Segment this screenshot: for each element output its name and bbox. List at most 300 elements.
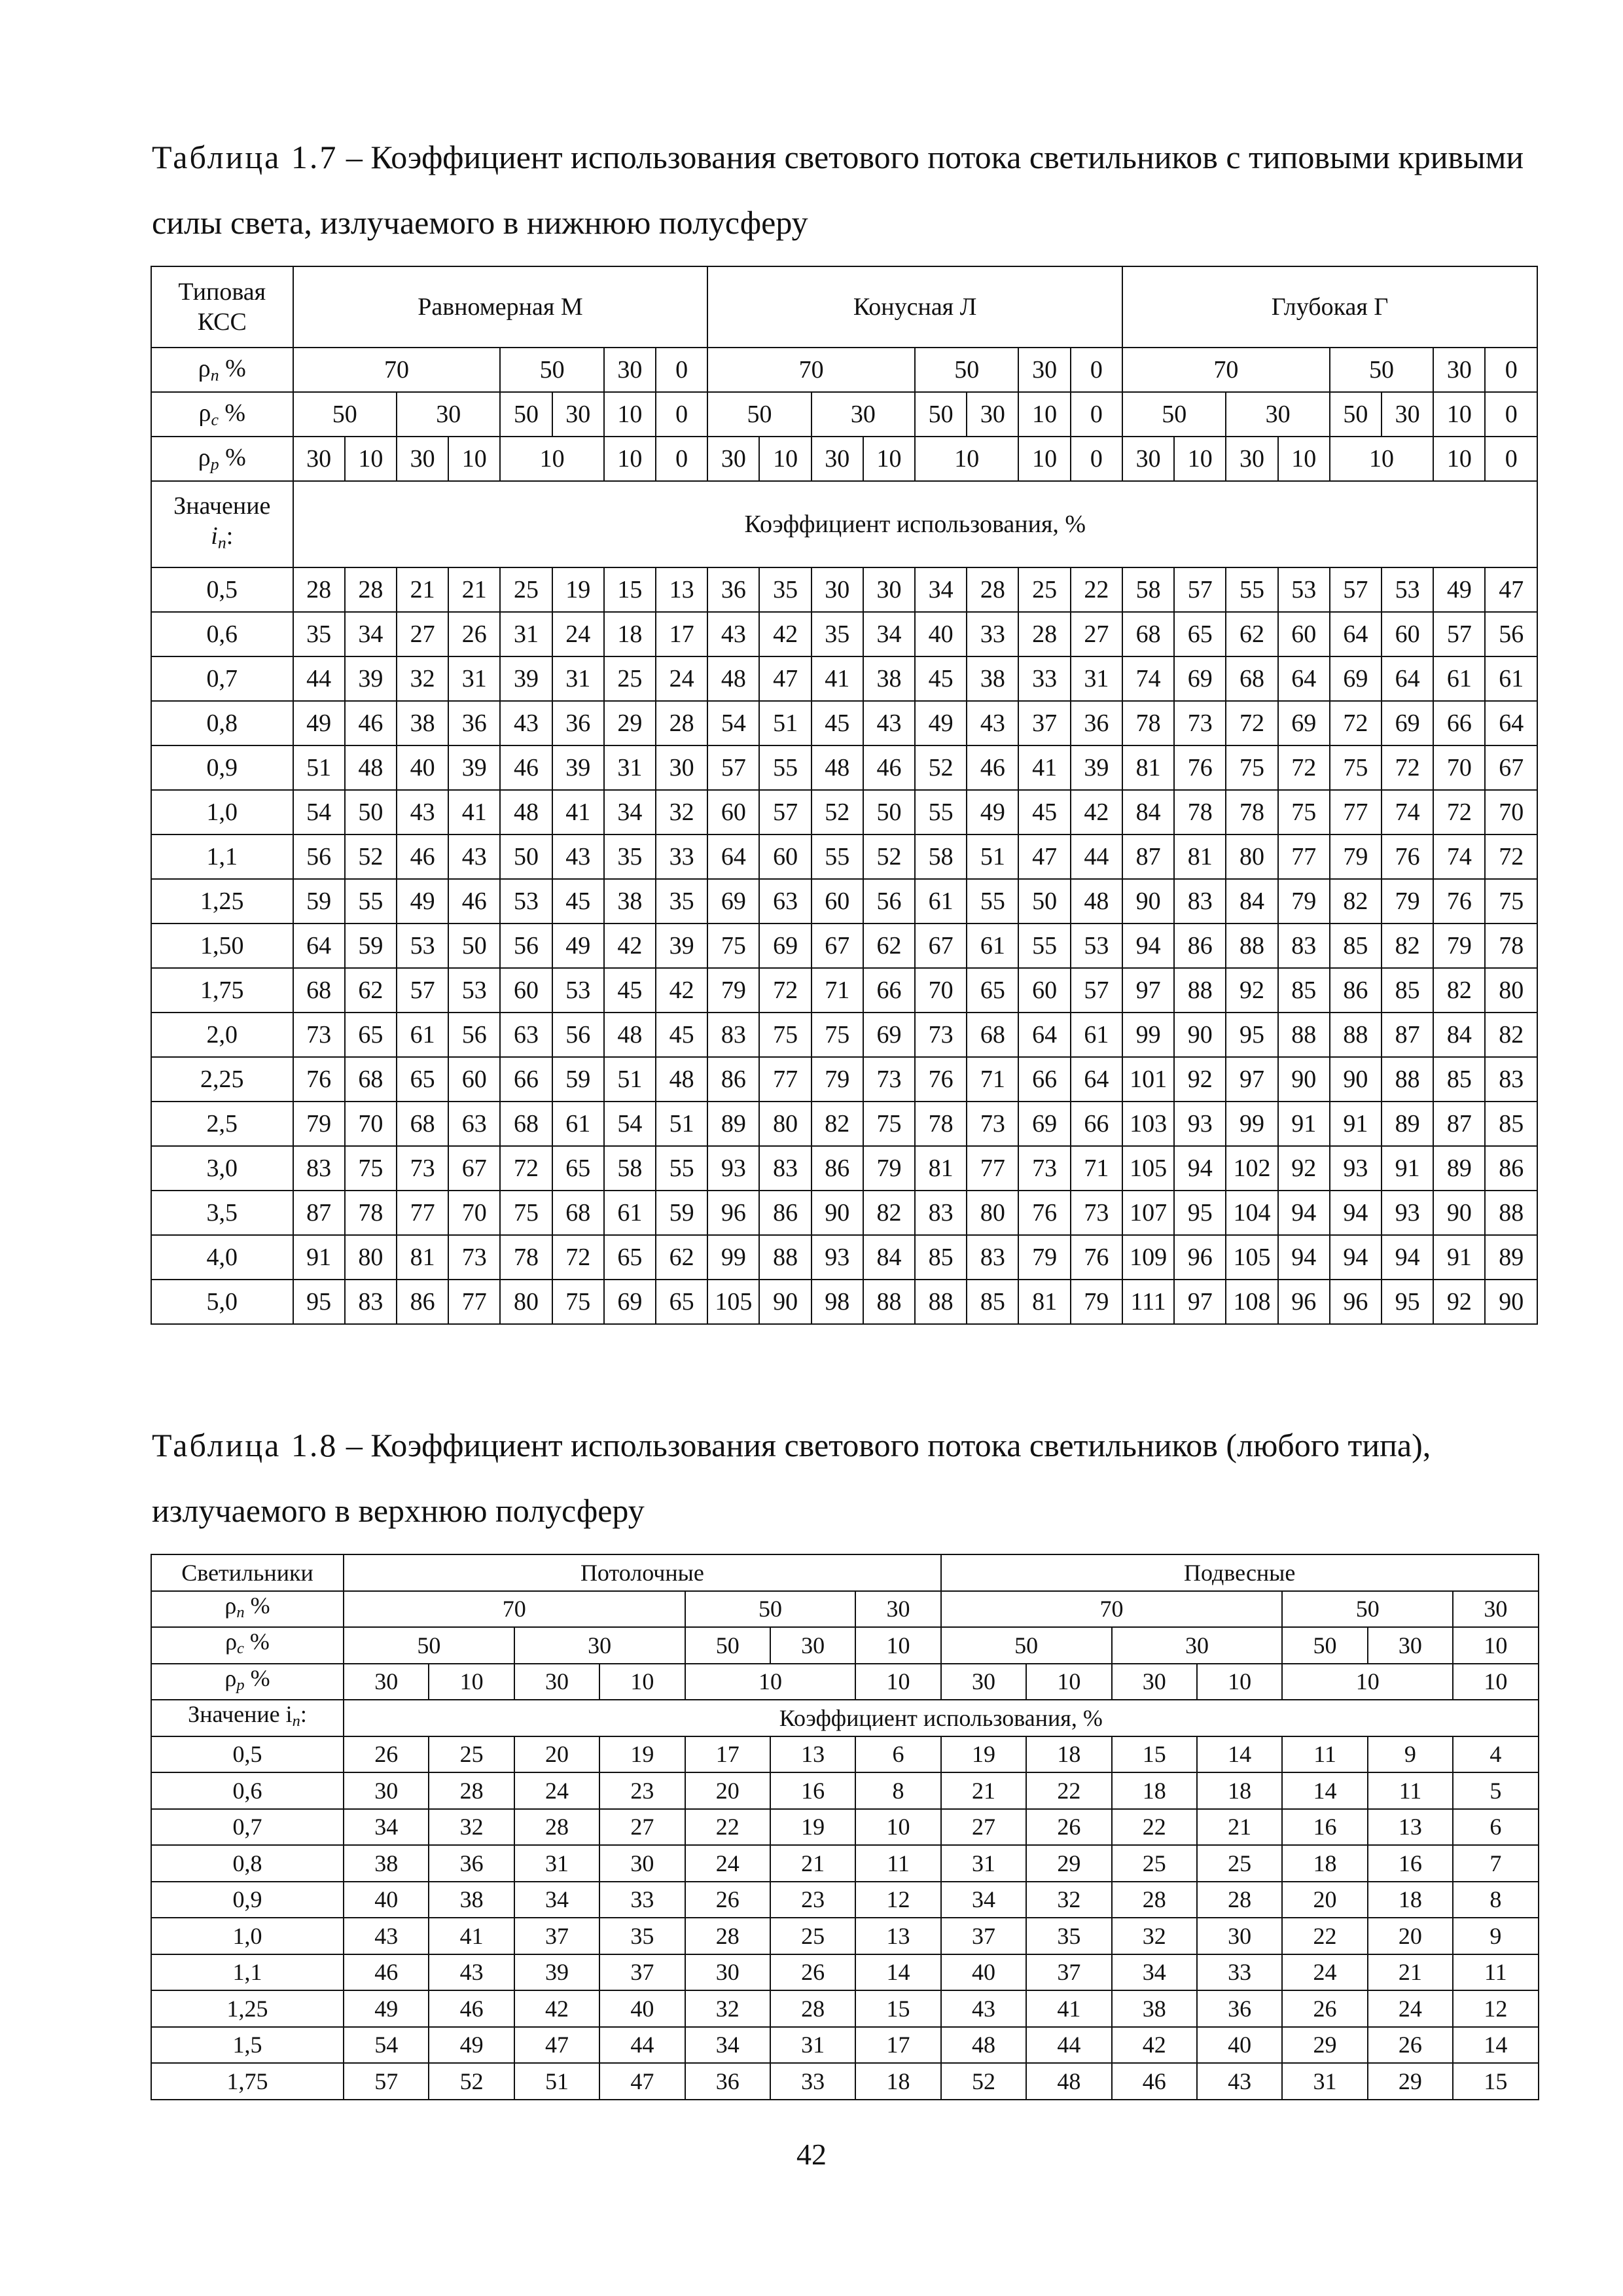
coefficient-cell: 46 <box>448 879 500 924</box>
coefficient-cell: 41 <box>1018 745 1070 790</box>
coefficient-cell: 67 <box>915 924 967 968</box>
coefficient-cell: 63 <box>448 1102 500 1146</box>
coefficient-cell: 81 <box>1018 1280 1070 1324</box>
coefficient-cell: 42 <box>1112 2027 1197 2064</box>
coefficient-cell: 38 <box>344 1845 429 1882</box>
coefficient-cell: 33 <box>656 834 707 879</box>
rho-p-value: 30 <box>941 1664 1026 1700</box>
coefficient-cell: 57 <box>707 745 759 790</box>
coefficient-cell: 87 <box>1433 1102 1485 1146</box>
coefficient-cell: 88 <box>1174 968 1226 1013</box>
coefficient-cell: 91 <box>1433 1235 1485 1280</box>
group-header-deep: Глубокая Г <box>1122 266 1537 348</box>
coefficient-cell: 28 <box>1112 1882 1197 1918</box>
rho-c-value: 50 <box>344 1627 514 1664</box>
room-index-cell: 1,1 <box>151 1954 344 1991</box>
table-1-8-header-row <box>151 1554 1539 1591</box>
coefficient-cell: 89 <box>707 1102 759 1146</box>
coefficient-cell: 75 <box>500 1191 552 1235</box>
coefficient-cell: 86 <box>1485 1146 1537 1191</box>
rho-c-label: $\rho_c$ % <box>151 1627 344 1664</box>
coefficient-cell: 69 <box>1018 1102 1070 1146</box>
coefficient-cell: 34 <box>941 1882 1026 1918</box>
coefficient-cell: 82 <box>1330 879 1382 924</box>
coefficient-cell: 77 <box>967 1146 1018 1191</box>
coefficient-cell: 82 <box>1433 968 1485 1013</box>
coefficient-cell: 68 <box>345 1057 397 1102</box>
coefficient-cell: 54 <box>604 1102 656 1146</box>
rho-c-value: 50 <box>1122 392 1226 437</box>
coefficient-cell: 90 <box>1122 879 1174 924</box>
coefficient-cell: 55 <box>759 745 811 790</box>
table-1-7-data-row <box>151 1013 1537 1057</box>
coefficient-cell: 32 <box>1026 1882 1111 1918</box>
coefficient-cell: 44 <box>293 656 345 701</box>
coefficient-cell: 69 <box>604 1280 656 1324</box>
coefficient-cell: 26 <box>685 1882 770 1918</box>
coefficient-cell: 40 <box>344 1882 429 1918</box>
coefficient-cell: 24 <box>552 612 604 656</box>
coefficient-cell: 47 <box>1485 567 1537 612</box>
coefficient-cell: 83 <box>1174 879 1226 924</box>
coefficient-cell: 39 <box>1071 745 1122 790</box>
coefficient-cell: 53 <box>1278 567 1330 612</box>
coefficient-cell: 79 <box>812 1057 863 1102</box>
coefficient-cell: 80 <box>1485 968 1537 1013</box>
rho-c-value: 50 <box>707 392 811 437</box>
rho-p-value: 10 <box>1453 1664 1538 1700</box>
coefficient-cell: 46 <box>345 701 397 745</box>
coefficient-cell: 75 <box>759 1013 811 1057</box>
coefficient-cell: 31 <box>604 745 656 790</box>
coefficient-cell: 51 <box>967 834 1018 879</box>
coefficient-cell: 43 <box>863 701 915 745</box>
coefficient-cell: 51 <box>604 1057 656 1102</box>
coefficient-cell: 39 <box>448 745 500 790</box>
rho-c-value: 30 <box>397 392 500 437</box>
coefficient-cell: 19 <box>552 567 604 612</box>
coefficient-cell: 51 <box>759 701 811 745</box>
coefficient-cell: 90 <box>1174 1013 1226 1057</box>
coefficient-cell: 61 <box>915 879 967 924</box>
coefficient-cell: 34 <box>345 612 397 656</box>
coefficient-cell: 11 <box>1368 1772 1453 1809</box>
coefficient-cell: 79 <box>707 968 759 1013</box>
coefficient-cell: 32 <box>429 1809 514 1846</box>
coefficient-cell: 22 <box>1026 1772 1111 1809</box>
coefficient-cell: 55 <box>812 834 863 879</box>
coefficient-cell: 39 <box>514 1954 599 1991</box>
coefficient-cell: 96 <box>707 1191 759 1235</box>
coefficient-cell: 76 <box>1433 879 1485 924</box>
rho-n-value: 70 <box>1122 348 1330 392</box>
coefficient-cell: 48 <box>656 1057 707 1102</box>
coefficient-cell: 31 <box>514 1845 599 1882</box>
coefficient-cell: 44 <box>599 2027 685 2064</box>
rho-c-value: 50 <box>685 1627 770 1664</box>
coefficient-cell: 36 <box>1197 1990 1282 2027</box>
coefficient-cell: 77 <box>448 1280 500 1324</box>
coefficient-cell: 28 <box>770 1990 855 2027</box>
coefficient-cell: 36 <box>429 1845 514 1882</box>
coefficient-cell: 73 <box>863 1057 915 1102</box>
table-1-7-data-row <box>151 1057 1537 1102</box>
coefficient-cell: 97 <box>1226 1057 1277 1102</box>
room-index-cell: 1,0 <box>151 1918 344 1954</box>
coefficient-cell: 81 <box>397 1235 448 1280</box>
coefficient-cell: 59 <box>293 879 345 924</box>
coefficient-cell: 31 <box>448 656 500 701</box>
coefficient-cell: 47 <box>1018 834 1070 879</box>
coefficient-cell: 38 <box>397 701 448 745</box>
coefficient-cell: 74 <box>1382 790 1433 834</box>
coefficient-cell: 75 <box>1226 745 1277 790</box>
coefficient-cell: 38 <box>1112 1990 1197 2027</box>
coefficient-cell: 18 <box>855 2063 940 2100</box>
coefficient-cell: 70 <box>1485 790 1537 834</box>
coefficient-cell: 56 <box>500 924 552 968</box>
coefficient-cell: 73 <box>1174 701 1226 745</box>
rho-c-value: 50 <box>1330 392 1382 437</box>
coefficient-cell: 71 <box>812 968 863 1013</box>
table-1-8-data-row <box>151 2063 1539 2100</box>
coefficient-cell: 77 <box>1278 834 1330 879</box>
coefficient-cell: 30 <box>1197 1918 1282 1954</box>
coefficient-cell: 30 <box>863 567 915 612</box>
coefficient-cell: 31 <box>1071 656 1122 701</box>
coefficient-cell: 96 <box>1174 1235 1226 1280</box>
coefficient-cell: 45 <box>1018 790 1070 834</box>
coefficient-cell: 38 <box>604 879 656 924</box>
coefficient-cell: 21 <box>770 1845 855 1882</box>
coefficient-cell: 14 <box>1453 2027 1538 2064</box>
coefficient-cell: 50 <box>500 834 552 879</box>
coefficient-cell: 6 <box>855 1736 940 1773</box>
rho-c-value: 50 <box>941 1627 1112 1664</box>
rho-p-value: 30 <box>514 1664 599 1700</box>
coefficient-cell: 69 <box>863 1013 915 1057</box>
table-1-7-data-row <box>151 1191 1537 1235</box>
room-index-cell: 2,25 <box>151 1057 293 1102</box>
coefficient-cell: 83 <box>707 1013 759 1057</box>
coefficient-cell: 56 <box>552 1013 604 1057</box>
coefficient-cell: 63 <box>500 1013 552 1057</box>
coefficient-cell: 105 <box>1122 1146 1174 1191</box>
table-1-8-data-row <box>151 1772 1539 1809</box>
coefficient-cell: 28 <box>1197 1882 1282 1918</box>
rho-p-value: 10 <box>759 437 811 481</box>
coefficient-cell: 83 <box>293 1146 345 1191</box>
coefficient-cell: 24 <box>1368 1990 1453 2027</box>
coefficient-cell: 78 <box>1122 701 1174 745</box>
coefficient-cell: 68 <box>967 1013 1018 1057</box>
coefficient-cell: 28 <box>1018 612 1070 656</box>
coefficient-cell: 46 <box>967 745 1018 790</box>
coefficient-cell: 97 <box>1174 1280 1226 1324</box>
coefficient-cell: 56 <box>293 834 345 879</box>
coefficient-cell: 19 <box>599 1736 685 1773</box>
coefficient-cell: 34 <box>514 1882 599 1918</box>
coefficient-cell: 56 <box>863 879 915 924</box>
rho-c-value: 50 <box>293 392 397 437</box>
coefficient-cell: 107 <box>1122 1191 1174 1235</box>
coefficient-cell: 11 <box>1453 1954 1538 1991</box>
coefficient-cell: 28 <box>514 1809 599 1846</box>
table-1-8-rho-p-row <box>151 1664 1539 1700</box>
rho-p-value: 30 <box>344 1664 429 1700</box>
coefficient-cell: 95 <box>1226 1013 1277 1057</box>
coefficient-cell: 75 <box>1485 879 1537 924</box>
coefficient-cell: 60 <box>812 879 863 924</box>
table-1-7-data-row <box>151 612 1537 656</box>
coefficient-cell: 73 <box>397 1146 448 1191</box>
coefficient-cell: 28 <box>429 1772 514 1809</box>
coefficient-cell: 29 <box>1368 2063 1453 2100</box>
table-1-7-data-row <box>151 924 1537 968</box>
header-ksс-cell: Типовая КСС <box>151 266 293 348</box>
coefficient-cell: 45 <box>552 879 604 924</box>
coefficient-cell: 94 <box>1382 1235 1433 1280</box>
coefficient-cell: 24 <box>685 1845 770 1882</box>
coefficient-cell: 69 <box>1278 701 1330 745</box>
coefficient-cell: 50 <box>345 790 397 834</box>
coefficient-cell: 45 <box>604 968 656 1013</box>
coefficient-cell: 35 <box>759 567 811 612</box>
coefficient-cell: 15 <box>855 1990 940 2027</box>
rho-p-value: 30 <box>397 437 448 481</box>
coefficient-cell: 94 <box>1330 1235 1382 1280</box>
coefficient-cell: 101 <box>1122 1057 1174 1102</box>
coefficient-cell: 81 <box>1174 834 1226 879</box>
coefficient-cell: 91 <box>1382 1146 1433 1191</box>
rho-p-value: 10 <box>1278 437 1330 481</box>
coefficient-cell: 25 <box>1018 567 1070 612</box>
coefficient-cell: 93 <box>812 1235 863 1280</box>
coefficient-cell: 88 <box>1382 1057 1433 1102</box>
rho-p-value: 10 <box>1433 437 1485 481</box>
coefficient-cell: 65 <box>656 1280 707 1324</box>
coefficient-cell: 54 <box>344 2027 429 2064</box>
coefficient-cell: 72 <box>500 1146 552 1191</box>
coefficient-cell: 73 <box>1018 1146 1070 1191</box>
coefficient-cell: 96 <box>1330 1280 1382 1324</box>
rho-p-value: 30 <box>1112 1664 1197 1700</box>
coefficient-cell: 72 <box>1330 701 1382 745</box>
coefficient-cell: 57 <box>1071 968 1122 1013</box>
coefficient-cell: 66 <box>500 1057 552 1102</box>
coefficient-cell: 24 <box>514 1772 599 1809</box>
coefficient-cell: 93 <box>1382 1191 1433 1235</box>
coefficient-cell: 79 <box>1071 1280 1122 1324</box>
coefficient-cell: 25 <box>604 656 656 701</box>
coefficient-cell: 78 <box>1226 790 1277 834</box>
group-header-pendant: Подвесные <box>941 1554 1539 1591</box>
coefficient-cell: 86 <box>1330 968 1382 1013</box>
coefficient-cell: 48 <box>500 790 552 834</box>
coefficient-cell: 80 <box>345 1235 397 1280</box>
coefficient-cell: 108 <box>1226 1280 1277 1324</box>
room-index-cell: 0,9 <box>151 1882 344 1918</box>
coefficient-cell: 80 <box>967 1191 1018 1235</box>
rho-c-value: 50 <box>915 392 967 437</box>
coefficient-cell: 55 <box>345 879 397 924</box>
coefficient-cell: 33 <box>1018 656 1070 701</box>
coefficient-cell: 31 <box>552 656 604 701</box>
coefficient-cell: 64 <box>1382 656 1433 701</box>
coefficient-cell: 92 <box>1433 1280 1485 1324</box>
table-1-7-value-label-row <box>151 481 1537 567</box>
coefficient-cell: 49 <box>915 701 967 745</box>
rho-p-value: 10 <box>500 437 603 481</box>
coefficient-cell: 79 <box>1433 924 1485 968</box>
coefficient-cell: 60 <box>1382 612 1433 656</box>
coefficient-cell: 68 <box>552 1191 604 1235</box>
rho-n-value: 30 <box>1433 348 1485 392</box>
coefficient-cell: 49 <box>552 924 604 968</box>
coefficient-cell: 40 <box>915 612 967 656</box>
coefficient-cell: 34 <box>604 790 656 834</box>
coefficient-cell: 67 <box>812 924 863 968</box>
coefficient-cell: 20 <box>685 1772 770 1809</box>
coefficient-cell: 8 <box>1453 1882 1538 1918</box>
rho-n-value: 70 <box>344 1591 685 1628</box>
coefficient-cell: 43 <box>707 612 759 656</box>
coefficient-cell: 46 <box>429 1990 514 2027</box>
coefficient-cell: 82 <box>812 1102 863 1146</box>
coefficient-cell: 41 <box>429 1918 514 1954</box>
table-1-8-data-row <box>151 1918 1539 1954</box>
room-index-cell: 1,25 <box>151 1990 344 2027</box>
coefficient-cell: 45 <box>812 701 863 745</box>
table-1-7-data-row <box>151 790 1537 834</box>
rho-c-value: 30 <box>552 392 604 437</box>
table-1-7-rho-p-row <box>151 437 1537 481</box>
coefficient-cell: 41 <box>1026 1990 1111 2027</box>
coefficient-cell: 86 <box>707 1057 759 1102</box>
room-index-cell: 0,7 <box>151 656 293 701</box>
value-label-cell: Значение $i_n$: <box>151 1700 344 1736</box>
coefficient-cell: 41 <box>812 656 863 701</box>
coefficient-cell: 60 <box>707 790 759 834</box>
coefficient-cell: 83 <box>1278 924 1330 968</box>
coefficient-cell: 15 <box>604 567 656 612</box>
rho-n-value: 0 <box>1071 348 1122 392</box>
coefficient-cell: 27 <box>397 612 448 656</box>
coefficient-cell: 60 <box>1278 612 1330 656</box>
coefficient-cell: 35 <box>812 612 863 656</box>
coefficient-cell: 52 <box>812 790 863 834</box>
coefficient-cell: 32 <box>656 790 707 834</box>
table-1-8-data-row <box>151 1809 1539 1846</box>
coefficient-cell: 13 <box>1368 1809 1453 1846</box>
coefficient-cell: 64 <box>293 924 345 968</box>
coefficient-cell: 49 <box>344 1990 429 2027</box>
rho-c-value: 30 <box>1112 1627 1283 1664</box>
coefficient-cell: 18 <box>1112 1772 1197 1809</box>
coefficient-cell: 13 <box>770 1736 855 1773</box>
coefficient-cell: 49 <box>429 2027 514 2064</box>
coefficient-cell: 37 <box>941 1918 1026 1954</box>
coefficient-cell: 24 <box>656 656 707 701</box>
coefficient-cell: 52 <box>915 745 967 790</box>
coefficient-cell: 28 <box>345 567 397 612</box>
coefficient-cell: 30 <box>685 1954 770 1991</box>
coefficient-cell: 38 <box>967 656 1018 701</box>
coefficient-cell: 47 <box>514 2027 599 2064</box>
coefficient-cell: 18 <box>1026 1736 1111 1773</box>
coefficient-cell: 33 <box>1197 1954 1282 1991</box>
coefficient-cell: 78 <box>1485 924 1537 968</box>
coefficient-cell: 24 <box>1282 1954 1367 1991</box>
coefficient-cell: 79 <box>293 1102 345 1146</box>
coefficient-cell: 82 <box>863 1191 915 1235</box>
table-1-8-value-label-row <box>151 1700 1539 1736</box>
page-number: 42 <box>796 2138 827 2171</box>
rho-c-value: 10 <box>1453 1627 1538 1664</box>
coefficient-cell: 69 <box>1382 701 1433 745</box>
table-1-7-data-row <box>151 1102 1537 1146</box>
rho-n-value: 50 <box>685 1591 856 1628</box>
table-1-7 <box>151 266 1538 1325</box>
coefficient-cell: 28 <box>967 567 1018 612</box>
coefficient-cell: 83 <box>1485 1057 1537 1102</box>
coefficient-cell: 69 <box>759 924 811 968</box>
coefficient-cell: 64 <box>707 834 759 879</box>
room-index-cell: 4,0 <box>151 1235 293 1280</box>
coefficient-cell: 78 <box>1174 790 1226 834</box>
table-1-7-data-row <box>151 1146 1537 1191</box>
coefficient-cell: 43 <box>941 1990 1026 2027</box>
rho-p-value: 10 <box>863 437 915 481</box>
table-1-7-data-row <box>151 1280 1537 1324</box>
coefficient-cell: 92 <box>1226 968 1277 1013</box>
rho-c-value: 10 <box>855 1627 940 1664</box>
coefficient-cell: 84 <box>1226 879 1277 924</box>
coefficient-cell: 77 <box>397 1191 448 1235</box>
coefficient-cell: 59 <box>552 1057 604 1102</box>
coefficient-cell: 89 <box>1382 1102 1433 1146</box>
coefficient-cell: 66 <box>1433 701 1485 745</box>
rho-p-value: 10 <box>915 437 1018 481</box>
coefficient-cell: 29 <box>1282 2027 1367 2064</box>
coefficient-cell: 90 <box>1330 1057 1382 1102</box>
coefficient-cell: 46 <box>500 745 552 790</box>
table-1-7-data-row <box>151 1235 1537 1280</box>
coefficient-cell: 81 <box>915 1146 967 1191</box>
coefficient-cell: 27 <box>599 1809 685 1846</box>
coefficient-cell: 72 <box>759 968 811 1013</box>
coefficient-cell: 64 <box>1330 612 1382 656</box>
coefficient-cell: 37 <box>599 1954 685 1991</box>
coefficient-cell: 23 <box>770 1882 855 1918</box>
room-index-cell: 5,0 <box>151 1280 293 1324</box>
coefficient-cell: 79 <box>1382 879 1433 924</box>
coefficient-cell: 35 <box>604 834 656 879</box>
coefficient-cell: 25 <box>1112 1845 1197 1882</box>
coefficient-cell: 22 <box>1112 1809 1197 1846</box>
coefficient-cell: 43 <box>552 834 604 879</box>
coefficient-cell: 57 <box>1433 612 1485 656</box>
coefficient-cell: 85 <box>1382 968 1433 1013</box>
coefficient-cell: 65 <box>345 1013 397 1057</box>
coefficient-cell: 94 <box>1122 924 1174 968</box>
coefficient-cell: 76 <box>1174 745 1226 790</box>
coefficient-cell: 57 <box>1330 567 1382 612</box>
rho-p-value: 30 <box>1226 437 1277 481</box>
coefficient-cell: 37 <box>1026 1954 1111 1991</box>
rho-c-value: 30 <box>1382 392 1433 437</box>
rho-p-value: 0 <box>1071 437 1122 481</box>
